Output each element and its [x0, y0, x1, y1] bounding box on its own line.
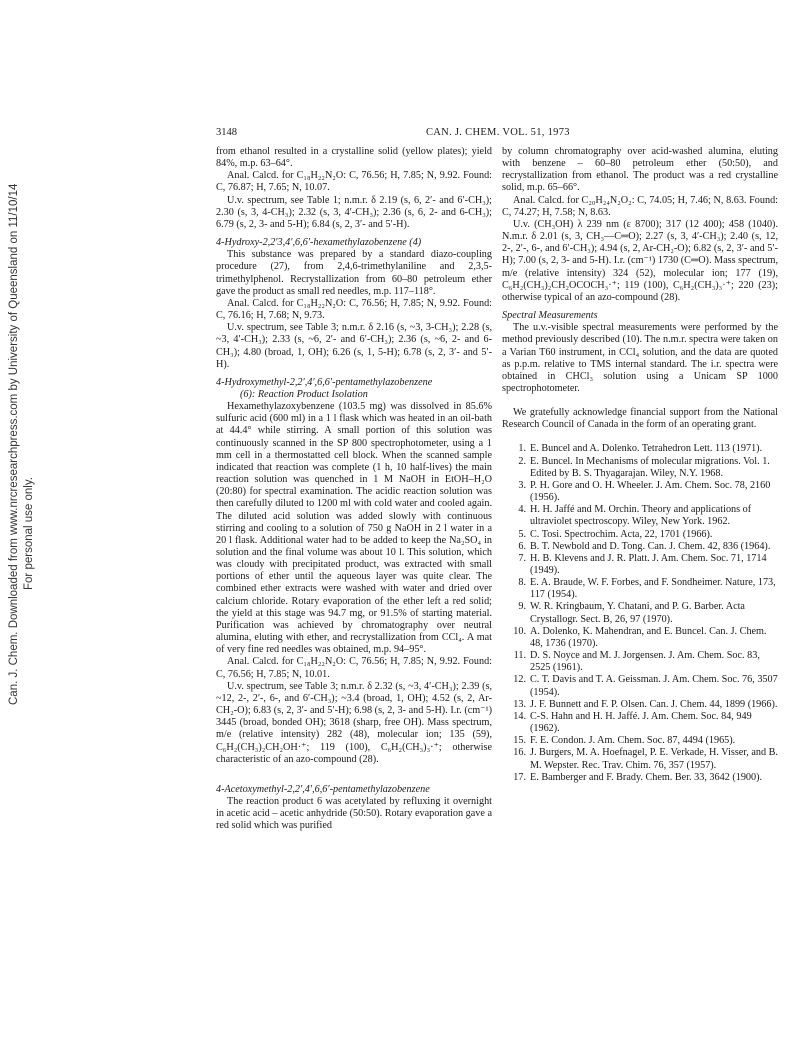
paragraph: U.v. spectrum, see Table 3; n.m.r. δ 2.16 (s, ~3, 3-CH₃); 2.28 (s, ~3, 4′-CH₃); 2.33 (s, ~6, 2′- and 6′-CH₃); 2.36 (s, ~6, 2- and 6-CH₃); 4.80 (broad, 1, OH); 6.26 (s, 1, 5-H); 6.78 (s, 2, 3′- and 5′-H). [216, 322, 492, 370]
paragraph: U.v. (CH₃OH) λ 239 nm (ε 8700); 317 (12 400); 458 (1040). N.m.r. δ 2.01 (s, 3, CH₃—C═O); 2.27 (s, 3, 4′-CH₃); 2.40 (s, 12, 2-, 2′-, 6-, and 6′-CH₃); 4.94 (s, 2, Ar-CH₂-O); 6.82 (s, 2, 3′- and 5′-H); 7.00 (s, 2, 3- and 5-H). I.r. (cm⁻¹) 1730 (C═O). Mass spectrum, m/e (relative intensity) 324 (52), molecular ion; 177 (19), C₆H₂(CH₃)₂CH₂OCOCH₃·⁺; 119 (100), C₆H₂(CH₃)₃·⁺; 220 (23); otherwise typical of an azo-compound (28). [502, 218, 778, 303]
reference-number: 16. [513, 747, 526, 759]
section-heading: 4-Hydroxy-2,2′3,4′,6,6′-hexamethylazobenzene (4) [216, 237, 422, 249]
paragraph: We gratefully acknowledge financial support from the National Research Council of Canada in the form of an operating grant. [502, 407, 778, 431]
reference-number: 3. [518, 479, 526, 491]
running-title: CAN. J. CHEM. VOL. 51, 1973 [426, 127, 570, 138]
reference-number: 10. [513, 625, 526, 637]
reference-number: 17. [513, 771, 526, 783]
page-number: 3148 [216, 127, 237, 138]
paragraph: Hexamethylazoxybenzene (103.5 mg) was dissolved in 85.6% sulfuric acid (600 ml) in a 1 l flask which was heated in an oil-bath at 44.4° while stirring. A small portion of this solution was continuously scanned in the SP 800 spectrophotometer, using a 1 mm cell in a thermostatted cell block. When the scanned sample indicated that reaction was complete (1 h, 10 half-lives) the main reaction solution was quenched in 1 M NaOH in EtOH–H₂O (20:80) for spectral examination. The acidic reaction solution was then carefully diluted to 1200 ml with cold water and cooled again. The diluted acid solution was added slowly with continuous stirring and cooling to a solution of 750 g NaOH in 2 l water in a 20 l flask. Additional water had to be added to keep the Na₂SO₄ in solution and the final volume was about 10 l. This solution, which was cloudy with precipitated product, was extracted with small portions of ether until the aqueous layer was quite clear. The combined ether extracts were washed with water and dried over calcium chloride. Rotary evaporation of the ether left a red solid; the yield at this stage was 94.7 mg, or 91.5% of starting material. Purification was achieved by chromatography over neutral alumina, eluting with ether, and recrystallization from CCl₄. A mat of very fine red needles was obtained, m.p. 94–95°. [216, 401, 492, 656]
reference-item [502, 735, 778, 747]
reference-text: J. Burgers, M. A. Hoefnagel, P. E. Verkade, H. Visser, and B. M. Wepster. Rec. Trav. Chim. 76, 357 (1957). [530, 747, 778, 771]
reference-item [502, 529, 778, 541]
reference-item [502, 747, 778, 771]
reference-number: 12. [513, 674, 526, 686]
reference-text: E. Buncel. In Mechanisms of molecular migrations. Vol. 1. Edited by B. S. Thyagarajan. Wiley, N.Y. 1968. [530, 455, 770, 479]
reference-number: 13. [513, 698, 526, 710]
paragraph: Anal. Calcd. for C₁₈H₂₂N₂O: C, 76.56; H, 7.85; N, 9.92. Found: C, 76.56; H, 7.85; N, 10.01. [216, 656, 492, 680]
paragraph: The u.v.-visible spectral measurements were performed by the method previously described (10). The n.m.r. spectra were taken on a Varian T60 instrument, in CCl₄ solution, and the data are quoted as p.p.m. relative to TMS internal standard. The i.r. spectra were obtained in CHCl₃ solution using a Unicam SP 1000 spectrophotometer. [502, 322, 778, 394]
reference-text: P. H. Gore and O. H. Wheeler. J. Am. Chem. Soc. 78, 2160 (1956). [530, 479, 771, 504]
section-gap [502, 395, 778, 407]
reference-text: C-S. Hahn and H. H. Jaffé. J. Am. Chem. Soc. 84, 949 (1962). [530, 710, 752, 735]
paragraph: U.v. spectrum, see Table 1; n.m.r. δ 2.19 (s, 6, 2′- and 6′-CH₃); 2.30 (s, 3, 4-CH₃); 2.32 (s, 3, 4′-CH₃); 2.36 (s, 6, 2- and 6-CH₃); 6.79 (s, 2, 3- and 5-H); 6.84 (s, 2, 3′- and 5′-H). [216, 194, 492, 230]
reference-text: H. B. Klevens and J. R. Platt. J. Am. Chem. Soc. 71, 1714 (1949). [530, 552, 767, 576]
reference-text: E. Bamberger and F. Brady. Chem. Ber. 33, 3642 (1900). [530, 771, 763, 783]
reference-text: C. T. Davis and T. A. Geissman. J. Am. Chem. Soc. 76, 3507 (1954). [530, 674, 778, 698]
section-heading: 4-Acetoxymethyl-2,2′,4′,6,6′-pentamethylazobenzene [216, 783, 430, 795]
page-header [216, 127, 776, 141]
reference-text: E. A. Braude, W. F. Forbes, and F. Sondheimer. Nature, 173, 117 (1954). [530, 577, 776, 601]
reference-item [502, 504, 778, 528]
paragraph: from ethanol resulted in a crystalline solid (yellow plates); yield 84%, m.p. 63–64°. [216, 146, 492, 170]
paragraph: Anal. Calcd. for C₁₈H₂₂N₂O: C, 76.56; H, 7.85; N, 9.92. Found: C, 76.87; H, 7.65; N, 10.07. [216, 170, 492, 194]
reference-item [502, 699, 778, 711]
reference-text: A. Dolenko, K. Mahendran, and E. Buncel. Can. J. Chem. 48, 1736 (1970). [530, 625, 767, 649]
reference-number: 7. [518, 552, 526, 564]
reference-item [502, 711, 778, 735]
paragraph: This substance was prepared by a standard diazo-coupling procedure (27), from 2,4,6-trimethylaniline and 2,3,5-trimethylphenol. Recrystallization from 60–80 petroleum ether gave the product as small red needles, m.p. 117–118°. [216, 249, 492, 297]
reference-item [502, 577, 778, 601]
personal-use-notice: For personal use only. [23, 477, 35, 590]
reference-list [502, 443, 778, 783]
section-subheading: (6): Reaction Product Isolation [240, 388, 368, 400]
paragraph: Anal. Calcd. for C₁₈H₂₂N₂O: C, 76.56; H, 7.85; N, 9.92. Found: C, 76.16; H, 7.68; N, 9.73. [216, 297, 492, 322]
right-column [502, 146, 778, 784]
reference-text: H. H. Jaffé and M. Orchin. Theory and applications of ultraviolet spectroscopy. Wiley, New York. 1962. [530, 504, 752, 528]
section-gap [216, 766, 492, 778]
paragraph: The reaction product 6 was acetylated by refluxing it overnight in acetic acid – acetic anhydride (50:50). Rotary evaporation gave a red solid which was purified [216, 795, 492, 832]
reference-item [502, 772, 778, 784]
reference-item [502, 480, 778, 504]
reference-text: J. F. Bunnett and F. P. Olsen. Can. J. Chem. 44, 1899 (1966). [530, 698, 778, 710]
paragraph: Anal. Calcd. for C₂₀H₂₄N₂O₂: C, 74.05; H, 7.46; N, 8.63. Found: C, 74.27; H, 7.58; N, 8.63. [502, 194, 778, 218]
reference-number: 15. [513, 735, 526, 747]
download-watermark [0, 0, 40, 1052]
right-column-body [502, 146, 778, 443]
reference-text: E. Buncel and A. Dolenko. Tetrahedron Lett. 113 (1971). [530, 443, 763, 455]
reference-text: W. R. Kringbaum, Y. Chatani, and P. G. Barber. Acta Crystallogr. Sect. B, 26, 97 (1970). [530, 601, 745, 625]
reference-number: 14. [513, 710, 526, 722]
reference-item [502, 553, 778, 577]
reference-text: C. Tosi. Spectrochim. Acta, 22, 1701 (1966). [530, 528, 713, 540]
reference-text: F. E. Condon. J. Am. Chem. Soc. 87, 4494 (1965). [530, 735, 736, 747]
reference-item [502, 650, 778, 674]
reference-item [502, 541, 778, 553]
reference-item [502, 443, 778, 455]
reference-number: 2. [518, 455, 526, 467]
reference-number: 11. [513, 650, 526, 662]
reference-item [502, 456, 778, 480]
paragraph: U.v. spectrum, see Table 3; n.m.r. δ 2.32 (s, ~3, 4′-CH₃); 2.39 (s, ~12, 2-, 2′-, 6-, and 6′-CH₃); ~3.4 (broad, 1, OH); 4.52 (s, 2, Ar-CH₂-O); 6.83 (s, 2, 3′- and 5′-H); 6.98 (s, 2, 3- and 5-H). I.r. (cm⁻¹) 3445 (broad, bonded OH); 3618 (sharp, free OH). Mass spectrum, m/e (relative intensity) 282 (48), molecular ion; 135 (59), C₆H₂(CH₃)₂CH₂OH·⁺; 119 (100), C₆H₂(CH₃)₃·⁺; otherwise characteristic of an azo-compound (28). [216, 680, 492, 765]
left-column [216, 146, 492, 832]
section-heading: 4-Hydroxymethyl-2,2′,4′,6,6′-pentamethylazobenzene [216, 376, 433, 388]
reference-number: 6. [518, 540, 526, 552]
section-gap [502, 431, 778, 443]
reference-number: 1. [518, 443, 526, 455]
reference-number: 9. [518, 601, 526, 613]
reference-number: 4. [518, 504, 526, 516]
reference-text: B. T. Newbold and D. Tong. Can. J. Chem. 42, 836 (1964). [530, 540, 771, 552]
paragraph: by column chromatography over acid-washed alumina, eluting with benzene – 60–80 petroleum ether (50:50), and recrystallization from ethanol. The product was a red crystalline solid, m.p. 65–66°. [502, 146, 778, 194]
reference-text: D. S. Noyce and M. J. Jorgensen. J. Am. Chem. Soc. 83, 2525 (1961). [530, 650, 760, 674]
reference-item [502, 626, 778, 650]
reference-number: 5. [518, 528, 526, 540]
reference-number: 8. [518, 577, 526, 589]
reference-item [502, 674, 778, 698]
reference-item [502, 601, 778, 625]
section-heading: Spectral Measurements [502, 310, 598, 322]
download-notice: Can. J. Chem. Downloaded from www.nrcresearchpress.com by University of Queensland on 11/10/14 [8, 183, 20, 705]
